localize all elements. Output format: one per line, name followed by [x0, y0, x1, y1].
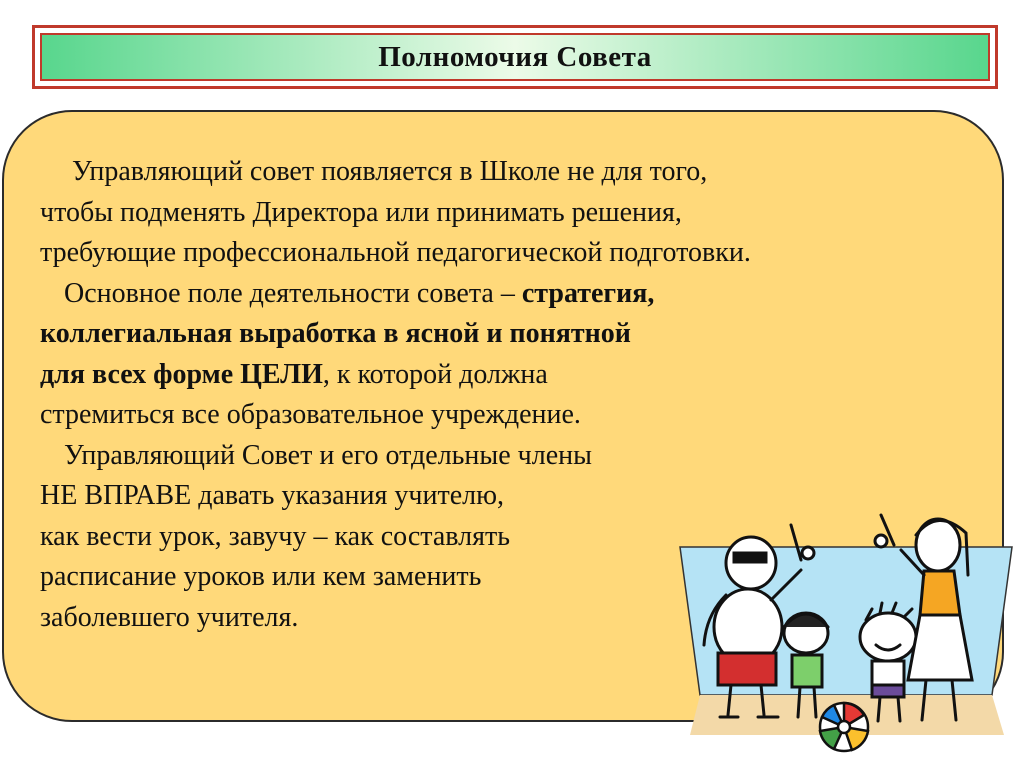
- text-line: требующие профессиональной педагогической подготовки.: [40, 237, 751, 268]
- text-line: [40, 355, 1000, 396]
- bold-text: коллегиальная выработка в ясной и понятной: [40, 318, 631, 349]
- text-segment: , к которой должна: [322, 358, 548, 390]
- family-illustration: [676, 505, 1016, 760]
- text-line: заболевшего учителя.: [40, 601, 299, 633]
- text-line: чтобы подменять Директора или принимать решения,: [40, 196, 682, 228]
- bold-text: стратегия,: [521, 277, 655, 309]
- text-line: расписание уроков или кем заменить: [40, 561, 482, 592]
- text-line: Управляющий совет появляется в Школе не для того,: [72, 156, 708, 187]
- text-line: как вести урок, завучу – как составлять: [40, 520, 510, 552]
- text-line: стремиться все образовательное учреждение.: [40, 399, 581, 430]
- text-line: Управляющий Совет и его отдельные члены: [64, 439, 592, 471]
- title-frame: [32, 25, 998, 89]
- text-line: [40, 274, 1000, 315]
- title-bar: [40, 33, 990, 81]
- text-segment: Основное поле деятельности совета –: [64, 277, 522, 309]
- text-line: НЕ ВПРАВЕ давать указания учителю,: [40, 480, 505, 511]
- bold-text: для всех форме ЦЕЛИ: [40, 358, 323, 390]
- slide-title: Полномочия Совета: [378, 40, 652, 73]
- beach-ball: [820, 703, 868, 751]
